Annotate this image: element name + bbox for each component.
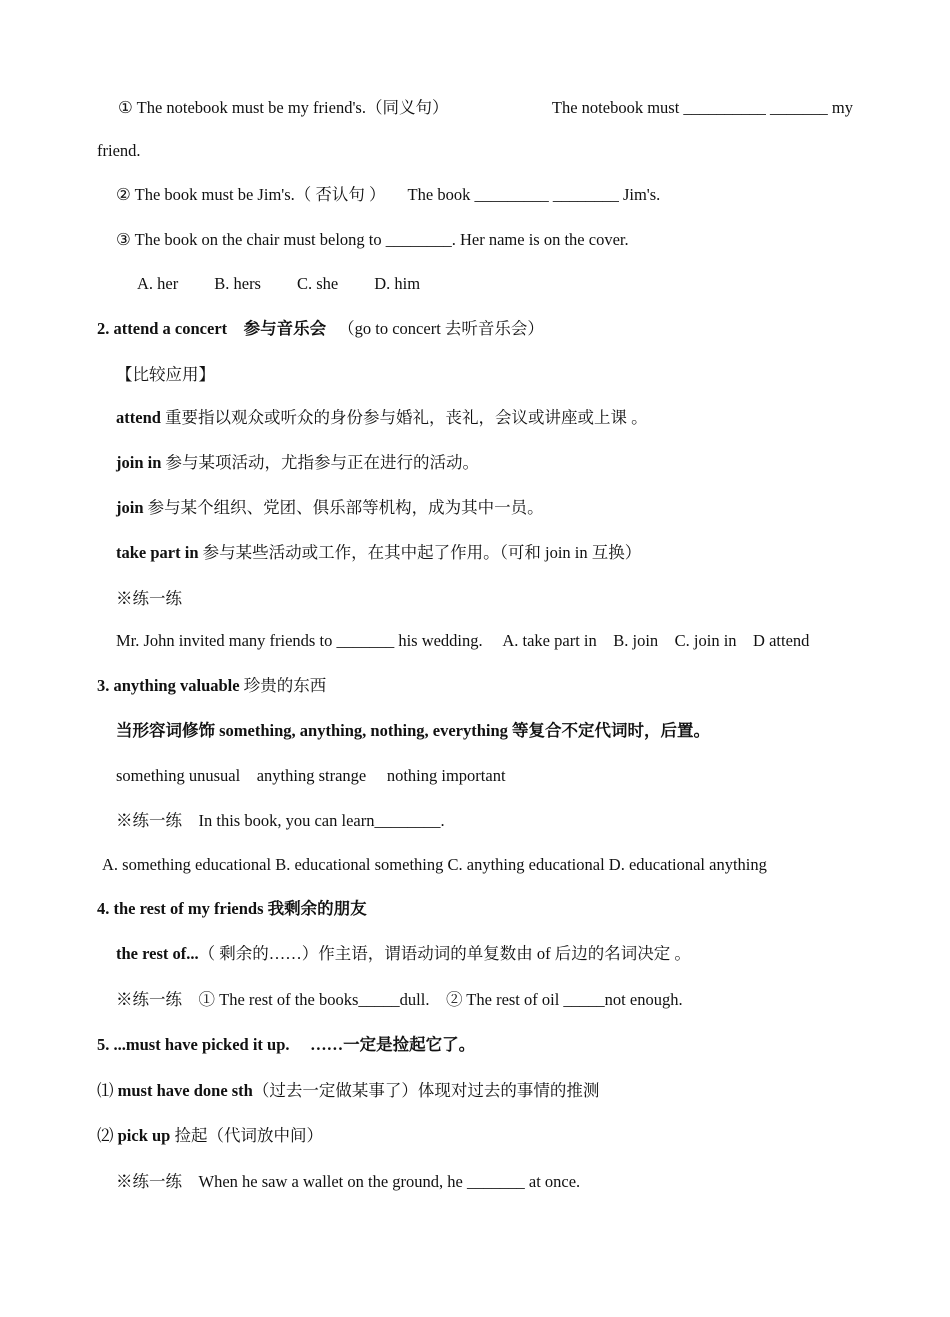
def-join-text: 参与某个组织、党团、俱乐部等机构，成为其中一员。 [143,498,544,517]
def-take-part-in [116,543,641,563]
option-a: A. her [137,274,179,293]
answer-options [137,274,456,294]
def-attend [116,408,648,428]
term-join: join [116,498,144,517]
point-must-have-done [97,1081,599,1101]
point-pick-up [97,1126,323,1146]
term-attend: attend [116,408,161,427]
practice-label: ※练一练 [116,589,182,608]
option-b: B. hers [214,274,261,293]
sentence-1 [118,98,853,118]
practice-wedding: Mr. John invited many friends to _______ his wedding. A. take part in B. join C. join in D attend [116,631,810,650]
point-2-number: ⑵ [97,1126,114,1145]
heading-2-title: 2. attend a concert 参与音乐会 [97,319,327,338]
heading-3-title: 3. anything valuable [97,676,240,695]
sentence-2 [116,185,660,205]
term-rest-of: the rest of... [116,944,199,963]
option-d: D. him [374,274,421,293]
term-take-part-in: take part in [116,543,199,562]
point-1-number: ⑴ [97,1081,114,1100]
heading-2-note: （go to concert 去听音乐会） [338,319,544,338]
practice-learn: ※练一练 In this book, you can learn________. [116,811,445,830]
def-take-part-in-text: 参与某些活动或工作，在其中起了作用。（可和 join in 互换） [198,543,642,562]
heading-must-have-picked: 5. ...must have picked it up. ……一定是捡起它了。 [97,1035,476,1054]
term-must-have-done: must have done sth [113,1081,253,1100]
option-c: C. she [296,274,339,293]
term-join-in: join in [116,453,162,472]
term-pick-up: pick up [113,1126,171,1145]
sentence-1-rewrite: The notebook must __________ _______ my [551,98,853,117]
practice-wallet: ※练一练 When he saw a wallet on the ground, he _______ at once. [116,1172,581,1191]
sentence-1-continuation: friend. [97,141,141,160]
def-rest-of-text: （ 剩余的……）作主语，谓语动词的单复数由 of 后边的名词决定 。 [198,944,691,963]
examples-phrases: something unusual anything strange nothing important [116,766,506,785]
compare-label: 【比较应用】 [116,365,215,384]
def-rest-of [116,944,691,964]
def-join-in-text: 参与某项活动，尤指参与正在进行的活动。 [161,453,480,472]
def-join-in [116,453,479,473]
question-3: ③ The book on the chair must belong to ________. Her name is on the cover. [116,230,629,249]
point-2-text: 捡起（代词放中间） [170,1126,323,1145]
def-join [116,498,544,518]
sentence-2-rewrite: The book _________ ________ Jim's. [407,185,661,204]
heading-attend-concert [97,319,544,339]
heading-rest-of-friends: 4. the rest of my friends 我剩余的朋友 [97,899,367,918]
sentence-1-original: ① The notebook must be my friend's.（同义句） [118,98,449,117]
heading-anything-valuable [97,676,326,696]
rule-adjective-postposition: 当形容词修饰 something, anything, nothing, everything 等复合不定代词时，后置。 [116,721,711,740]
def-attend-text: 重要指以观众或听众的身份参与婚礼，丧礼，会议或讲座或上课 。 [160,408,648,427]
practice-rest-of: ※练一练 ① The rest of the books_____dull. ② The rest of oil _____not enough. [116,990,683,1009]
sentence-2-original: ② The book must be Jim's.（ 否认句 ） [116,185,386,204]
point-1-text: （过去一定做某事了）体现对过去的事情的推测 [252,1081,600,1100]
heading-3-meaning: 珍贵的东西 [239,676,327,695]
practice-learn-options: A. something educational B. educational something C. anything educational D. educational anything [102,855,767,874]
